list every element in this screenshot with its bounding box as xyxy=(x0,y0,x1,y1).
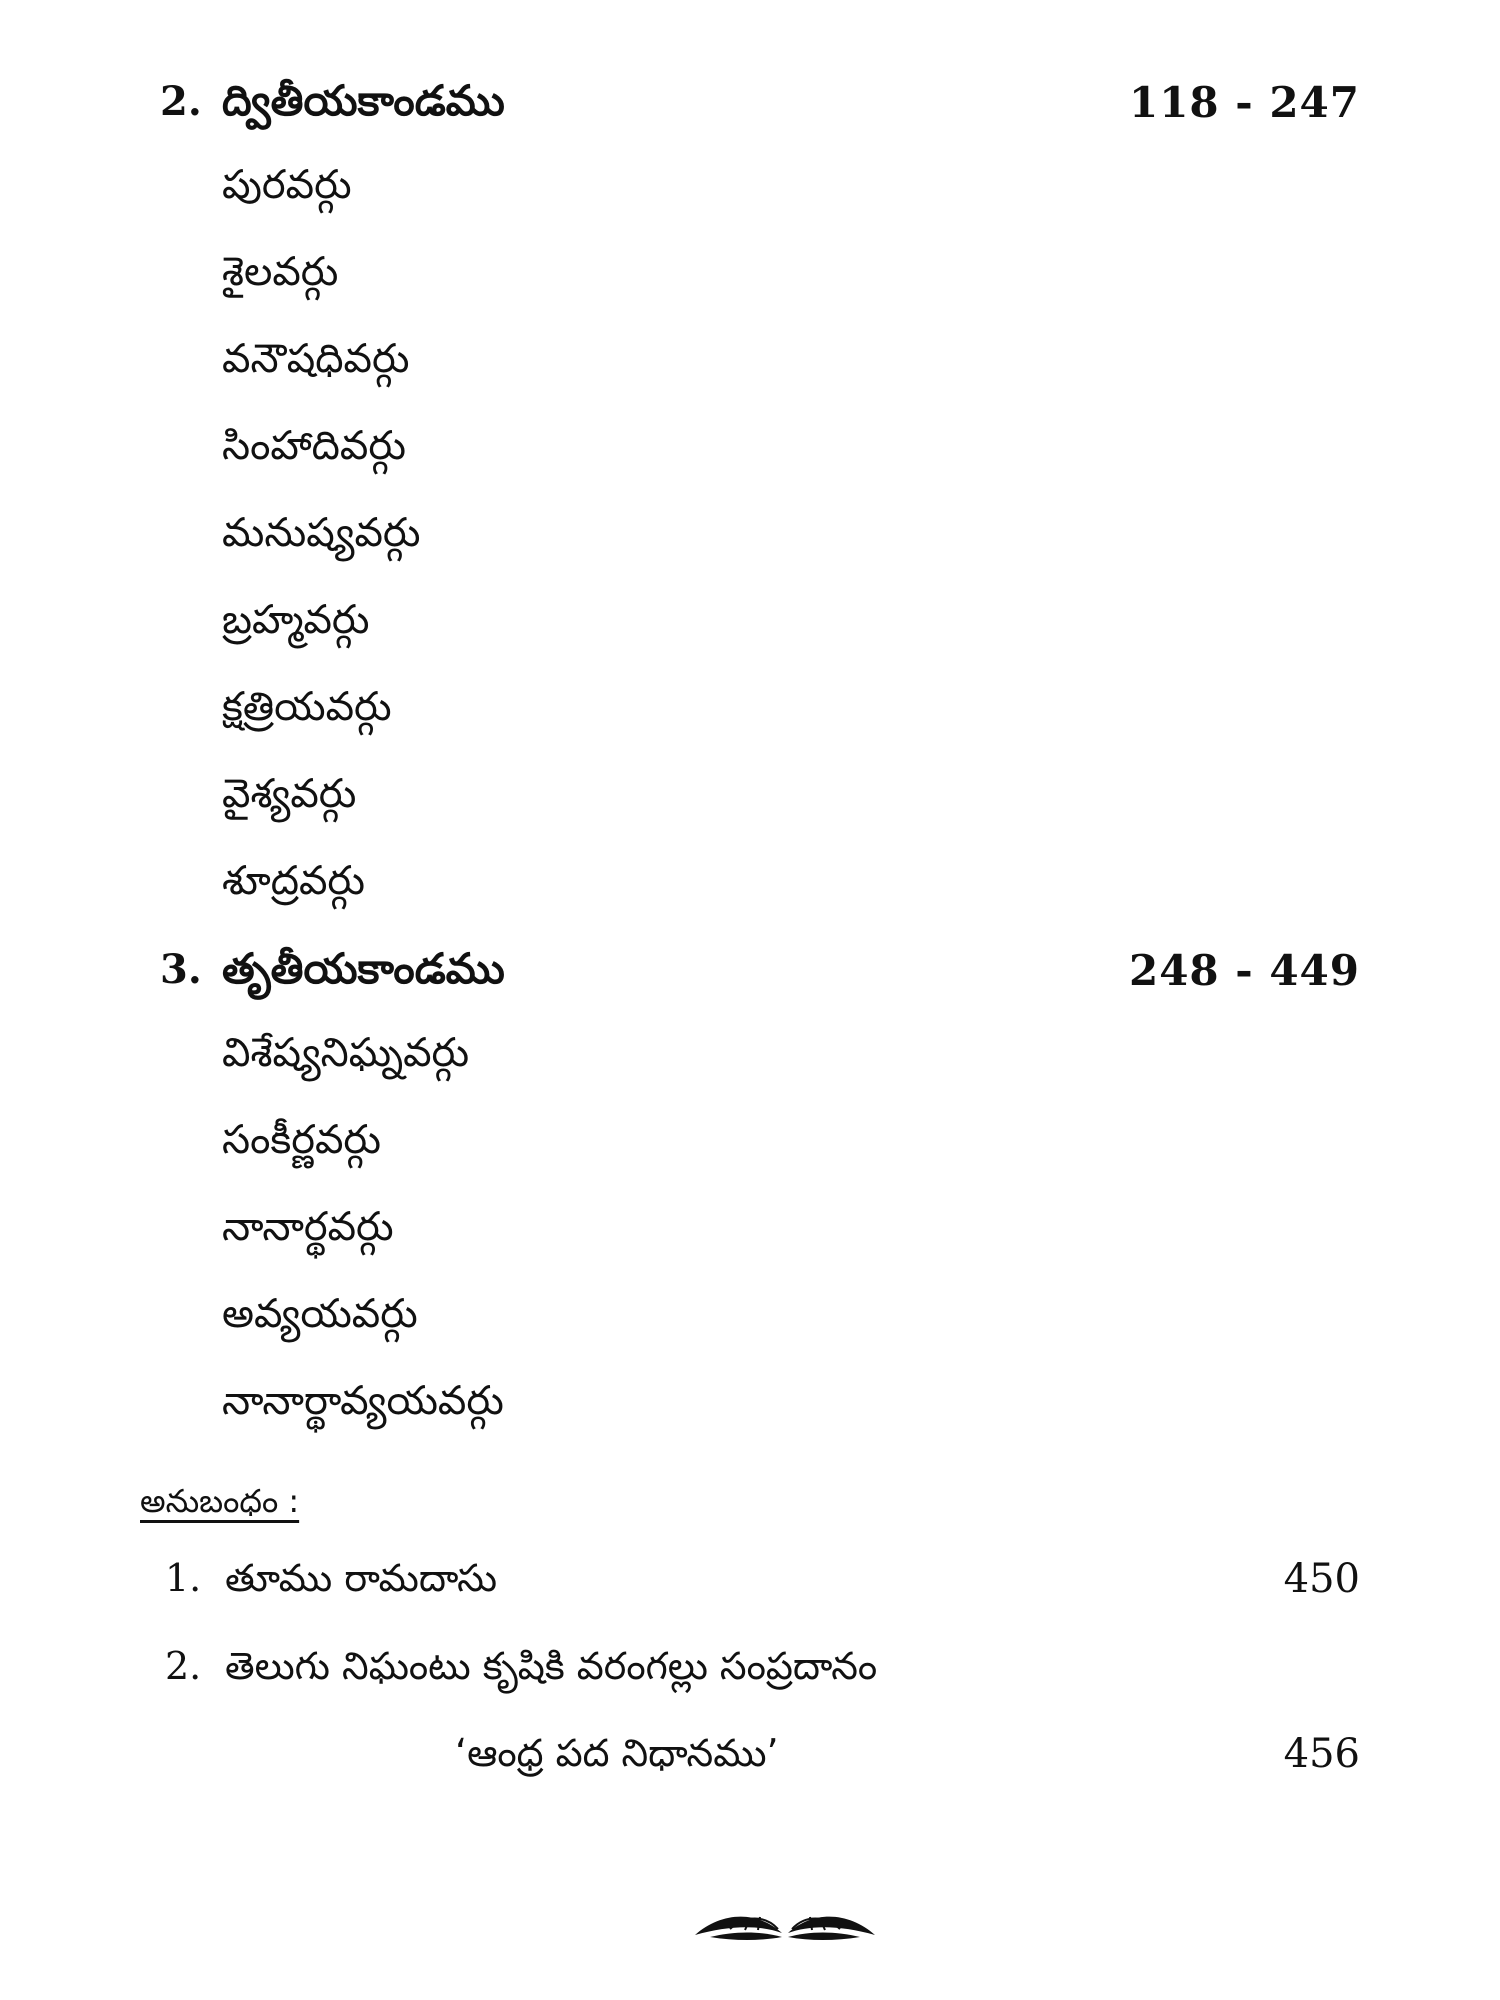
list-item: సింహాదివర్గు xyxy=(222,423,406,469)
list-item: శూద్రవర్గు xyxy=(222,858,365,904)
list-item: బ్రహ్మవర్గు xyxy=(222,597,370,643)
appendix-entry xyxy=(165,1638,1360,1698)
ornament-icon xyxy=(690,1905,880,1945)
appendix-entry-subtitle: ‘ఆంధ్ర పద నిధానము’ xyxy=(455,1731,779,1775)
section-title: తృతీయకాండము xyxy=(222,944,505,993)
section-title: ద్వితీయకాండము xyxy=(222,76,505,125)
list-item: క్షత్రియవర్గు xyxy=(222,684,392,730)
section-item-list xyxy=(160,1010,1360,1445)
section-tritiya-kandamu xyxy=(160,940,1360,1445)
section-page-range: 248 - 449 xyxy=(1128,946,1360,995)
list-item: పురవర్గు xyxy=(222,162,352,208)
list-item: నానార్థావ్యయవర్గు xyxy=(222,1378,504,1424)
section-number: 3. xyxy=(160,946,202,993)
list-item: శైలవర్గు xyxy=(222,249,339,295)
appendix-entry-number: 1. xyxy=(165,1556,202,1600)
appendix-entry-title: తెలుగు నిఘంటు కృషికి వరంగల్లు సంప్రదానం xyxy=(225,1644,878,1688)
list-item: వైశ్యవర్గు xyxy=(222,771,357,817)
appendix-entry-title: తూము రామదాసు xyxy=(225,1556,497,1600)
list-item: మనుష్యవర్గు xyxy=(222,510,421,556)
list-item: అవ్యయవర్గు xyxy=(222,1291,418,1337)
section-item-list xyxy=(160,142,1360,925)
section-dvitiya-kandamu xyxy=(160,72,1360,925)
section-header xyxy=(160,72,1360,142)
list-item: విశేష్యనిఘ్నవర్గు xyxy=(222,1030,470,1076)
appendix-entry-page: 456 xyxy=(1283,1731,1360,1777)
list-item: నానార్థవర్గు xyxy=(222,1204,394,1250)
list-item: సంకీర్ణవర్గు xyxy=(222,1117,381,1163)
appendix-entry xyxy=(165,1550,1360,1610)
appendix-entry-continued xyxy=(165,1725,1360,1785)
appendix-entry-page: 450 xyxy=(1283,1556,1360,1602)
section-number: 2. xyxy=(160,78,202,125)
section-page-range: 118 - 247 xyxy=(1128,78,1360,127)
list-item: వనౌషధివర్గు xyxy=(222,336,410,382)
section-header xyxy=(160,940,1360,1010)
appendix-entry-number: 2. xyxy=(165,1644,202,1688)
appendix-heading: అనుబంధం : xyxy=(140,1482,300,1520)
